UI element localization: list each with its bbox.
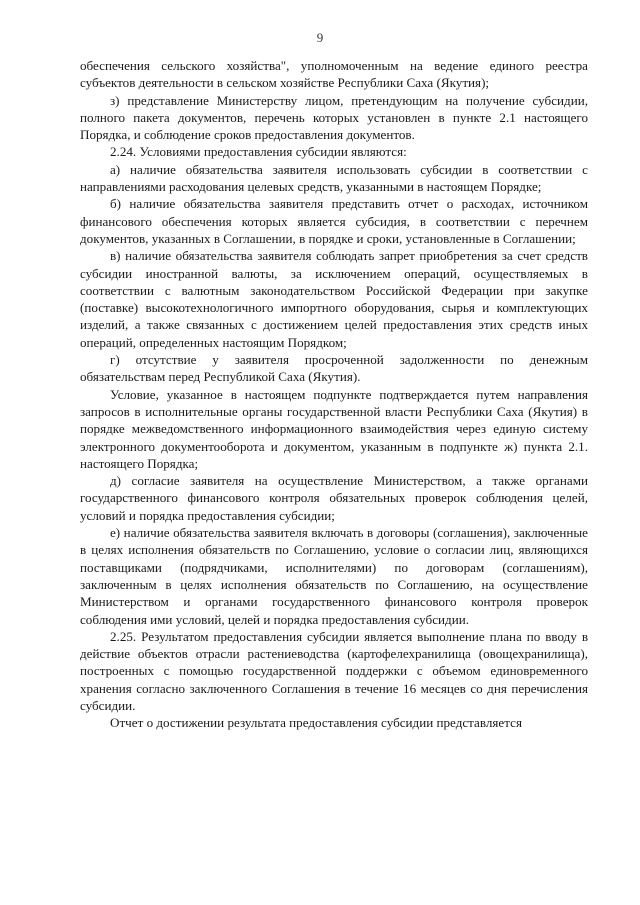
paragraph-item-d: д) согласие заявителя на осуществление Министерством, а также органами государственного финансового контроля обязательных проверок соблюдения целей, условий и порядка предоставления субсидии;: [80, 473, 588, 523]
paragraph-report: Отчет о достижении результата предоставления субсидии представляется: [110, 715, 522, 731]
paragraph-item-v: в) наличие обязательства заявителя соблюдать запрет приобретения за счет средств субсидии иностранной валюты, за исключением операций, осуществляемых в соответствии с валютным законодательством Российской Федерации при закупке (поставке) высокотехнологичного импортного оборудования, сырья и комплектующих изделий, а также связанных с достижением целей предоставления этих средств иных операций, определенных настоящим Порядком;: [80, 248, 588, 350]
page-number: 9: [316, 30, 324, 45]
paragraph-section-2-25: 2.25. Результатом предоставления субсидии является выполнение плана по вводу в действие объектов отрасли растениеводства (картофелехранилища (овощехранилища), построенных с помощью государственной поддержки с объемом единовременного хранения согласно заключенного Соглашения в течение 16 месяцев со дня перечисления субсидии.: [80, 628, 588, 713]
paragraph-continuation: обеспечения сельского хозяйства", уполномоченным на ведение единого реестра субъектов деятельности в сельском хозяйстве Республики Саха (Якутия);: [80, 58, 588, 91]
paragraph-item-z: з) представление Министерству лицом, претендующим на получение субсидии, полного пакета документов, перечень которых установлен в пункте 2.1 настоящего Порядка, и соблюдение сроков предоставления документов.: [80, 92, 588, 143]
paragraph-condition-note: Условие, указанное в настоящем подпункте подтверждается путем направления запросов в исполнительные органы государственной власти Республики Саха (Якутия) в порядке межведомственного информационного взаимодействия через единую систему электронного документооборота и документом, указанным в подпункте ж) пункта 2.1. настоящего Порядка;: [80, 386, 588, 471]
document-body: [80, 57, 588, 732]
paragraph-item-g: г) отсутствие у заявителя просроченной задолженности по денежным обязательствам перед Республикой Саха (Якутия).: [80, 352, 588, 385]
paragraph-item-b: б) наличие обязательства заявителя представить отчет о расходах, источником финансового обеспечения которых является субсидия, в соответствии с перечнем документов, указанных в Соглашении, в порядке и сроки, установленные в Соглашении;: [80, 196, 588, 246]
paragraph-item-e: е) наличие обязательства заявителя включать в договоры (соглашения), заключенные в целях исполнения обязательств по Соглашению, условие о согласии лиц, являющихся поставщиками (подрядчиками, исполнителями) по договорам (соглашениям), заключенным в целях исполнения обязательств по Соглашению, на осуществление Министерством и органами государственного финансового контроля проверок соблюдения ими условий, целей и порядка предоставления субсидии.: [80, 525, 588, 627]
paragraph-section-2-24: 2.24. Условиями предоставления субсидии являются:: [110, 144, 407, 160]
paragraph-item-a: а) наличие обязательства заявителя использовать субсидии в соответствии с направлениями расходования целевых средств, указанными в настоящем Порядке;: [80, 161, 588, 195]
